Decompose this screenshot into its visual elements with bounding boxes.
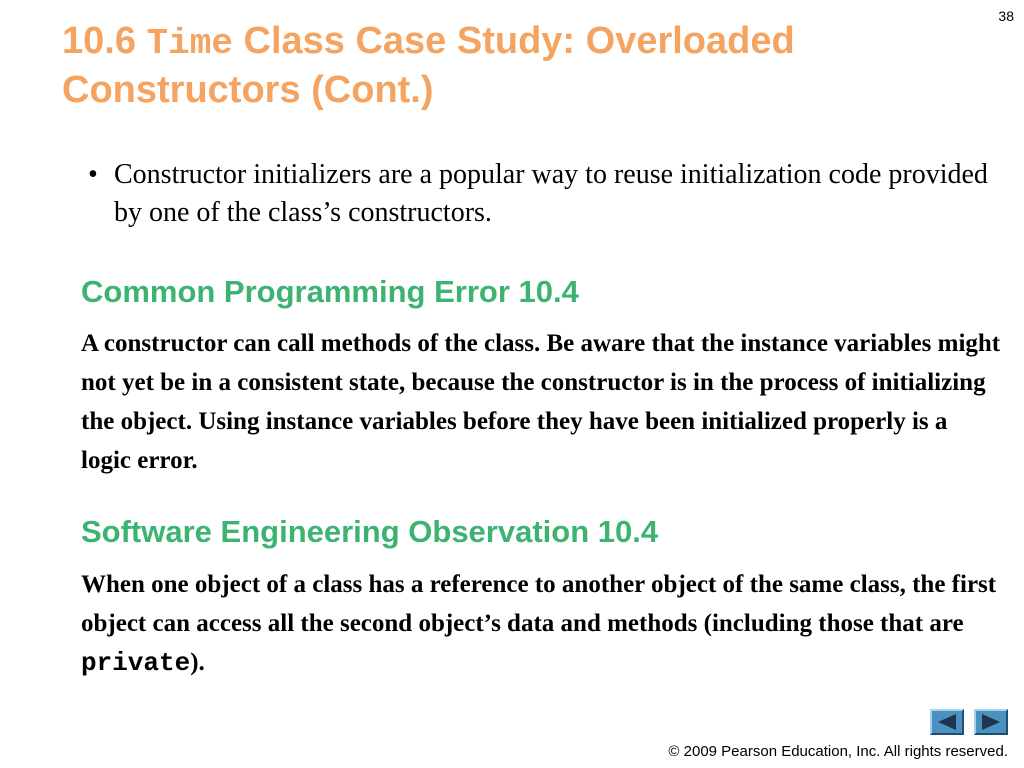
title-prefix: 10.6 — [62, 20, 147, 62]
slide-navigation — [930, 709, 1008, 735]
previous-slide-button[interactable] — [930, 709, 964, 735]
common-error-heading: Common Programming Error 10.4 — [81, 274, 579, 309]
copyright-notice: © 2009 Pearson Education, Inc. All rights reserved. — [668, 743, 1008, 760]
arrow-left-icon — [936, 713, 958, 731]
se-observation-text-end: ). — [190, 649, 205, 676]
common-error-body: A constructor can call methods of the class. Be aware that the instance variables might not yet be in a consistent state, because the constructor is in the process of initializing the object. Using instance variables before they have been initialized properly is a logic error. — [81, 330, 1001, 474]
bullet-marker: • — [88, 159, 98, 190]
arrow-right-icon — [980, 713, 1002, 731]
se-observation-heading: Software Engineering Observation 10.4 — [81, 514, 659, 549]
title-code: Time — [146, 23, 233, 64]
next-slide-button[interactable] — [974, 709, 1008, 735]
slide-number: 38 — [998, 8, 1014, 24]
se-observation-body — [81, 565, 1001, 683]
title-suffix: Class Case Study: Overloaded Constructors (Cont.) — [62, 20, 795, 111]
se-observation-code: private — [81, 648, 191, 678]
se-observation-text: When one object of a class has a reference to another object of the same class, the first object can access all the second object’s data and methods (including those that are — [81, 571, 997, 637]
bullet-list — [88, 156, 988, 232]
bullet-item — [88, 156, 988, 232]
slide-title — [62, 18, 992, 113]
bullet-text: Constructor initializers are a popular way to reuse initialization code provided by one of the class’s constructors. — [114, 159, 988, 228]
